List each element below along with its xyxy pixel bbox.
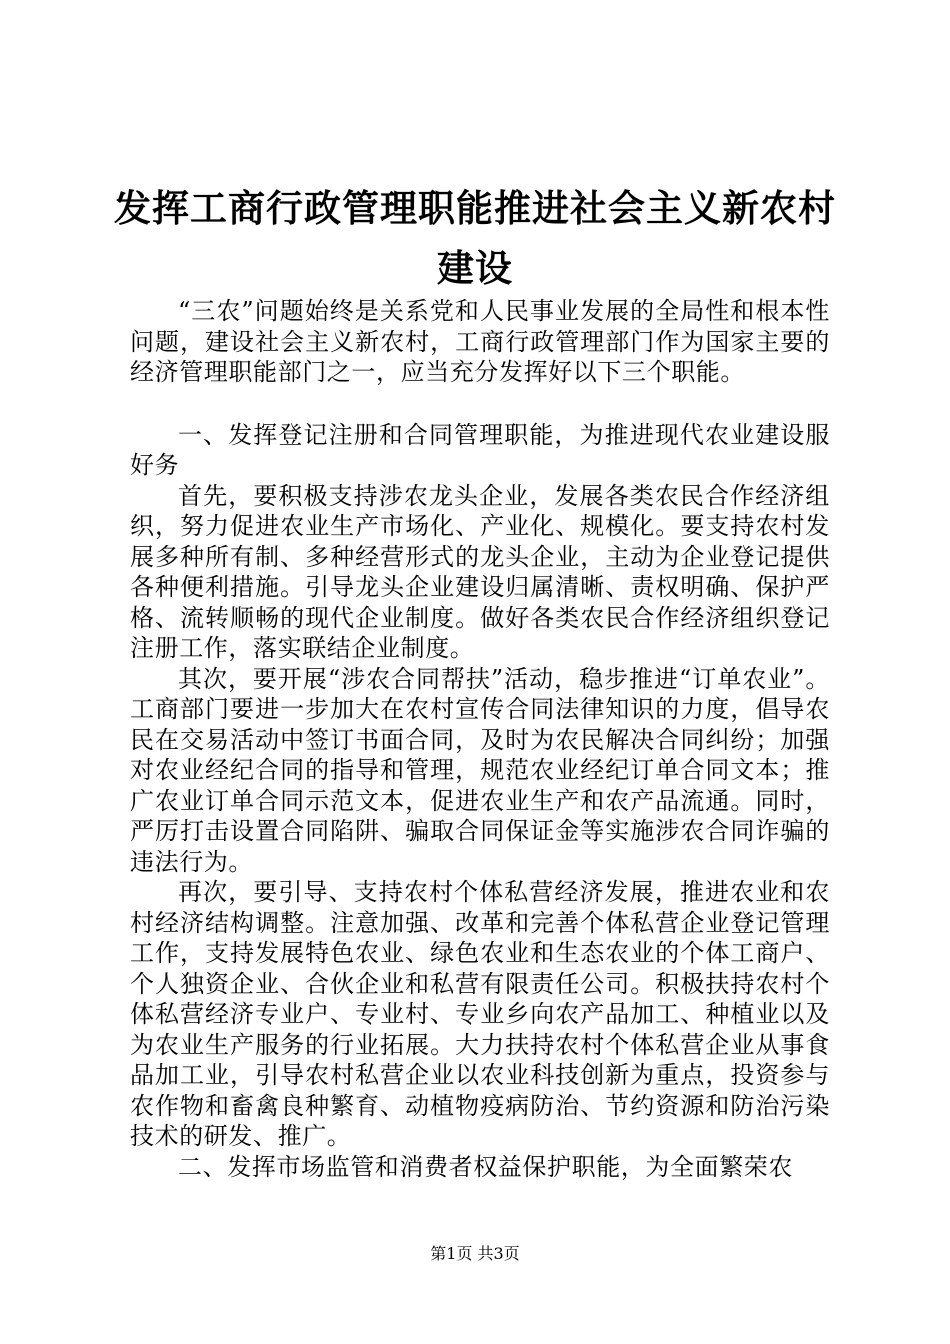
document-title: 发挥工商行政管理职能推进社会主义新农村建设 — [114, 186, 836, 290]
document-body — [130, 296, 830, 1182]
intro-paragraph: “三农”问题始终是关系党和人民事业发展的全局性和根本性问题，建设社会主义新农村，工商行政管理部门作为国家主要的经济管理职能部门之一，应当充分发挥好以下三个职能。 — [130, 297, 830, 386]
page-number-footer: 第1页 共3页 — [430, 1244, 520, 1263]
body-paragraph: 首先，要积极支持涉农龙头企业，发展各类农民合作经济组织，努力促进农业生产市场化、产业化、规模化。要支持农村发展多种所有制、多种经营形式的龙头企业，主动为企业登记提供各种便利措施。引导龙头企业建设归属清晰、责权明确、保护严格、流转顺畅的现代企业制度。做好各类农民合作经济组织登记注册工作，落实联结企业制度。 — [130, 481, 830, 662]
body-paragraph: 其次，要开展“涉农合同帮扶”活动，稳步推进“订单农业”。工商部门要进一步加大在农村宣传合同法律知识的力度，倡导农民在交易活动中签订书面合同，及时为农民解决合同纠纷；加强对农业经纪合同的指导和管理，规范农业经纪订单合同文本；推广农业订单合同示范文本，促进农业生产和农产品流通。同时，严厉打击设置合同陷阱、骗取合同保证金等实施涉农合同诈骗的违法行为。 — [130, 664, 830, 876]
body-paragraph: 再次，要引导、支持农村个体私营经济发展，推进农业和农村经济结构调整。注意加强、改革和完善个体私营企业登记管理工作，支持发展特色农业、绿色农业和生态农业的个体工商户、个人独资企业、合伙企业和私营有限责任公司。积极扶持农村个体私营经济专业户、专业村、专业乡向农产品加工、种植业以及为农业生产服务的行业拓展。大力扶持农村个体私营企业从事食品加工业，引导农村私营企业以农业科技创新为重点，投资参与农作物和畜禽良种繁育、动植物疫病防治、节约资源和防治污染技术的研发、推广。 — [130, 878, 830, 1150]
section-heading-2: 二、发挥市场监管和消费者权益保护职能，为全面繁荣农 — [178, 1152, 793, 1181]
section-heading-1: 一、发挥登记注册和合同管理职能，为推进现代农业建设服好务 — [130, 420, 830, 479]
